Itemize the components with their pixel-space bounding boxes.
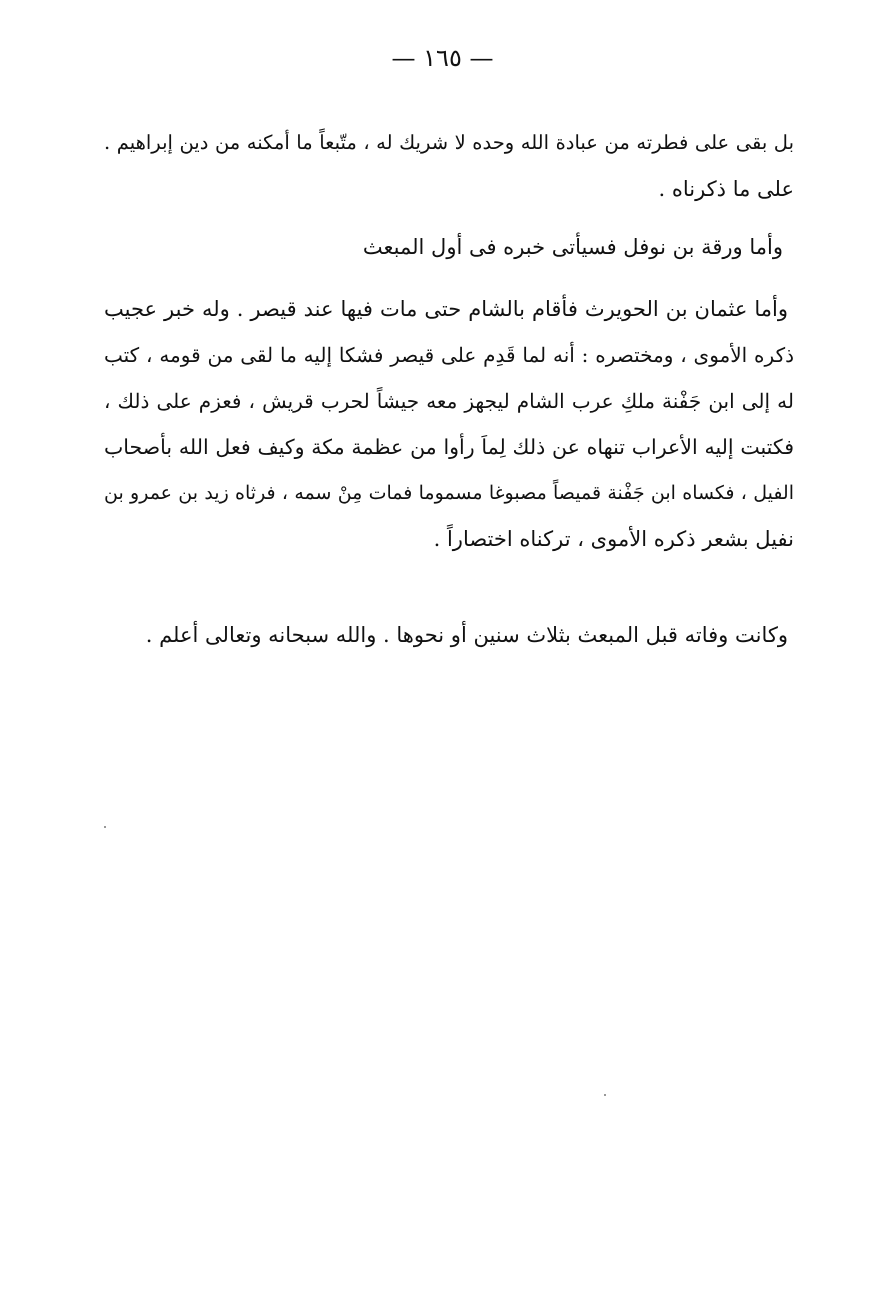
text-line: له إلى ابن جَفْنة ملكِ عرب الشام ليجهز معه جيشاً لحرب قريش ، فعزم على ذلك ،	[104, 389, 794, 413]
text-line: وأما ورقة بن نوفل فسيأتى خبره فى أول المبعث	[362, 235, 783, 259]
text-line: فكتبت إليه الأعراب تنهاه عن ذلك لِماَ رأوا من عظمة مكة وكيف فعل الله بأصحاب	[104, 435, 794, 459]
paragraph-3	[104, 286, 794, 562]
text-line: الفيل ، فكساه ابن جَفْنة قميصاً مصبوغا مسموما فمات مِنْ سمه ، فرثاه زيد بن عمرو بن	[104, 482, 794, 504]
text-line: وكانت وفاته قبل المبعث بثلاث سنين أو نحوها . والله سبحانه وتعالى أعلم .	[145, 623, 788, 647]
text-line: بل بقى على فطرته من عبادة الله وحده لا شريك له ، متّبعاً ما أمكنه من دين إبراهيم .	[104, 131, 794, 154]
text-line: على ما ذكرناه .	[658, 177, 794, 201]
text-line: وأما عثمان بن الحويرث فأقام بالشام حتى مات فيها عند قيصر . وله خبر عجيب	[104, 297, 788, 321]
paragraph-1	[104, 120, 794, 212]
paragraph-2	[104, 224, 789, 270]
text-line: ذكره الأموى ، ومختصره : أنه لما قَدِم على قيصر فشكا إليه ما لقى من قومه ، كتب	[104, 343, 794, 367]
text-line: نفيل بشعر ذكره الأموى ، تركناه اختصاراً .	[433, 527, 794, 551]
page-number: — ١٦٥ —	[391, 44, 494, 72]
paragraph-4	[104, 612, 794, 658]
scan-speck	[104, 826, 106, 828]
scan-speck	[604, 1094, 606, 1096]
